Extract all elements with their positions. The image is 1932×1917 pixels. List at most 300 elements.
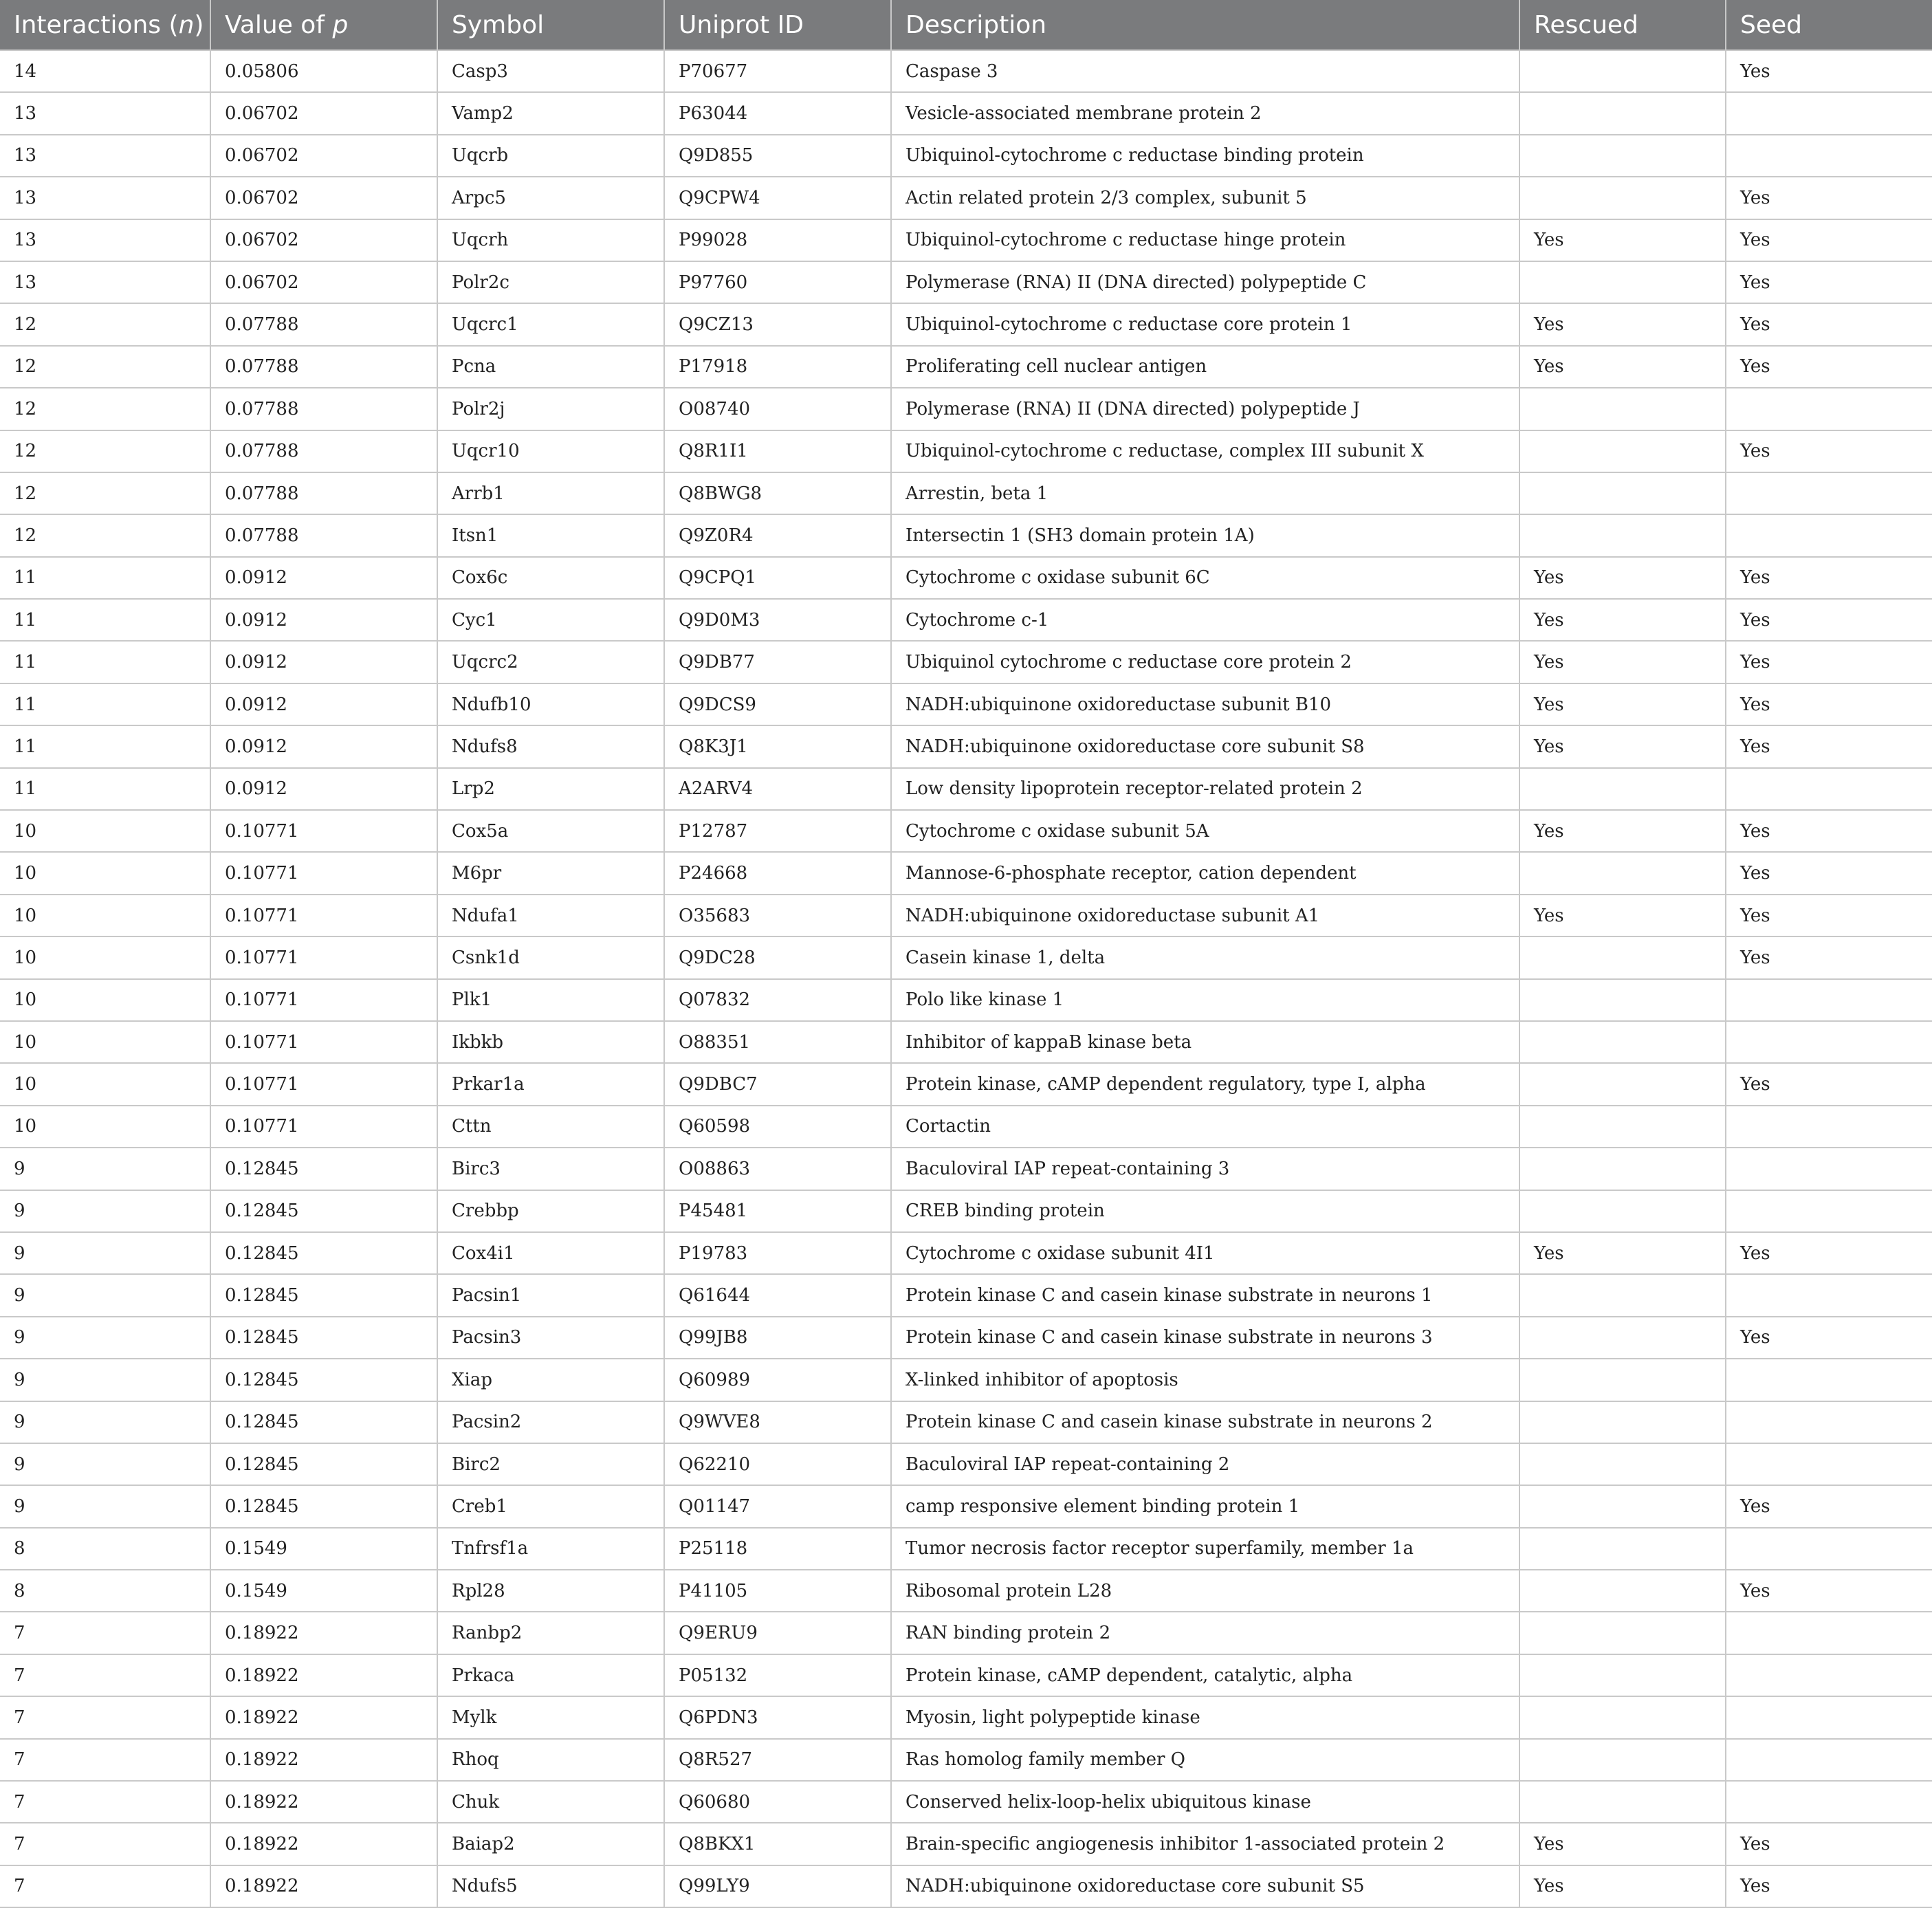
uniprot-id-cell: Q9D0M3: [664, 599, 891, 641]
seed-cell: Yes: [1726, 219, 1932, 261]
seed-cell: Yes: [1726, 1063, 1932, 1105]
seed-cell: [1726, 92, 1932, 134]
symbol-cell: Pcna: [437, 346, 664, 388]
p-value-cell: 0.10771: [210, 936, 437, 978]
uniprot-id-cell: P25118: [664, 1528, 891, 1570]
symbol-header: [437, 0, 664, 50]
uniprot-id-cell: P70677: [664, 50, 891, 92]
uniprot-id-cell: Q9CZ13: [664, 303, 891, 345]
uniprot-id-cell: P41105: [664, 1570, 891, 1612]
p-value-cell: 0.07788: [210, 514, 437, 556]
rescued-cell: [1519, 1063, 1726, 1105]
p-value-cell: 0.12845: [210, 1232, 437, 1274]
uniprot-id-cell: Q9DCS9: [664, 683, 891, 725]
p-value-cell: 0.12845: [210, 1359, 437, 1401]
uniprot-id-cell: Q99LY9: [664, 1865, 891, 1907]
rescued-cell: [1519, 1148, 1726, 1190]
rescued-cell: [1519, 1781, 1726, 1823]
seed-cell: Yes: [1726, 936, 1932, 978]
seed-cell: [1726, 1021, 1932, 1063]
rescued-cell: [1519, 1485, 1726, 1527]
seed-cell: [1726, 1106, 1932, 1148]
symbol-cell: Lrp2: [437, 768, 664, 810]
rescued-cell: [1519, 1443, 1726, 1485]
description-cell: Vesicle-associated membrane protein 2: [891, 92, 1519, 134]
description-cell: NADH:ubiquinone oxidoreductase core subunit S8: [891, 725, 1519, 767]
seed-cell: [1726, 135, 1932, 177]
description-cell: Brain-specific angiogenesis inhibitor 1-associated protein 2: [891, 1823, 1519, 1865]
p-value-cell: 0.12845: [210, 1148, 437, 1190]
interactions-cell: 9: [0, 1443, 210, 1485]
table-row: [0, 388, 1932, 430]
seed-cell: Yes: [1726, 1570, 1932, 1612]
rescued-cell: Yes: [1519, 725, 1726, 767]
seed-cell: Yes: [1726, 50, 1932, 92]
description-cell: Baculoviral IAP repeat-containing 3: [891, 1148, 1519, 1190]
p-value-cell: 0.18922: [210, 1654, 437, 1696]
table-row: [0, 177, 1932, 219]
symbol-cell: Uqcrc1: [437, 303, 664, 345]
interactions-cell: 11: [0, 725, 210, 767]
table-row: [0, 768, 1932, 810]
description-cell: Ubiquinol-cytochrome c reductase core protein 1: [891, 303, 1519, 345]
description-cell: Protein kinase C and casein kinase substrate in neurons 1: [891, 1274, 1519, 1316]
p-value-cell: 0.06702: [210, 177, 437, 219]
table-row: [0, 1823, 1932, 1865]
uniprot-id-cell: Q60989: [664, 1359, 891, 1401]
uniprot-id-cell: O88351: [664, 1021, 891, 1063]
rescued-cell: [1519, 1359, 1726, 1401]
p-value-cell: 0.12845: [210, 1190, 437, 1232]
table-row: [0, 430, 1932, 472]
rescued-cell: Yes: [1519, 1823, 1726, 1865]
seed-cell: [1726, 979, 1932, 1021]
symbol-cell: Ndufs5: [437, 1865, 664, 1907]
table-row: [0, 725, 1932, 767]
description-cell: Protein kinase C and casein kinase substrate in neurons 2: [891, 1401, 1519, 1443]
table-row: [0, 1190, 1932, 1232]
seed-cell: Yes: [1726, 1823, 1932, 1865]
interactions-cell: 9: [0, 1232, 210, 1274]
rescued-cell: [1519, 1190, 1726, 1232]
table-row: [0, 1359, 1932, 1401]
table-row: [0, 1401, 1932, 1443]
interactions-header: [0, 0, 210, 50]
seed-cell: [1726, 1359, 1932, 1401]
p-value-cell: 0.18922: [210, 1739, 437, 1781]
rescued-cell: [1519, 472, 1726, 514]
interactions-cell: 8: [0, 1528, 210, 1570]
description-cell: Cytochrome c-1: [891, 599, 1519, 641]
table-row: [0, 1274, 1932, 1316]
p-value-cell: 0.12845: [210, 1274, 437, 1316]
rescued-cell: Yes: [1519, 683, 1726, 725]
symbol-cell: Pacsin2: [437, 1401, 664, 1443]
description-cell: Actin related protein 2/3 complex, subunit 5: [891, 177, 1519, 219]
seed-cell: Yes: [1726, 1485, 1932, 1527]
table-row: [0, 1528, 1932, 1570]
header-italic-symbol: p: [332, 10, 349, 39]
p-value-cell: 0.12845: [210, 1401, 437, 1443]
uniprot-id-cell: Q01147: [664, 1485, 891, 1527]
description-cell: Ubiquinol-cytochrome c reductase binding protein: [891, 135, 1519, 177]
p-value-cell: 0.06702: [210, 92, 437, 134]
table-row: [0, 683, 1932, 725]
seed-cell: Yes: [1726, 557, 1932, 599]
uniprot-id-cell: Q9Z0R4: [664, 514, 891, 556]
interactions-cell: 11: [0, 641, 210, 683]
rescued-cell: Yes: [1519, 895, 1726, 936]
table-row: [0, 1654, 1932, 1696]
interactions-cell: 11: [0, 599, 210, 641]
seed-header: [1726, 0, 1932, 50]
p-value-cell: 0.10771: [210, 810, 437, 852]
description-cell: Mannose-6-phosphate receptor, cation dependent: [891, 852, 1519, 894]
p-value-cell: 0.10771: [210, 1063, 437, 1105]
description-cell: Baculoviral IAP repeat-containing 2: [891, 1443, 1519, 1485]
header-text: Uniprot ID: [679, 10, 804, 39]
description-cell: NADH:ubiquinone oxidoreductase core subunit S5: [891, 1865, 1519, 1907]
symbol-cell: Uqcr10: [437, 430, 664, 472]
description-cell: Cortactin: [891, 1106, 1519, 1148]
seed-cell: [1726, 1443, 1932, 1485]
interactions-cell: 12: [0, 346, 210, 388]
rescued-cell: Yes: [1519, 219, 1726, 261]
symbol-cell: Ndufs8: [437, 725, 664, 767]
p-value-cell: 0.0912: [210, 557, 437, 599]
p-value-cell: 0.0912: [210, 641, 437, 683]
symbol-cell: Birc3: [437, 1148, 664, 1190]
interactions-cell: 12: [0, 303, 210, 345]
table-row: [0, 219, 1932, 261]
symbol-cell: Uqcrb: [437, 135, 664, 177]
rescued-cell: Yes: [1519, 810, 1726, 852]
seed-cell: Yes: [1726, 641, 1932, 683]
interactions-cell: 11: [0, 768, 210, 810]
rescued-cell: Yes: [1519, 599, 1726, 641]
uniprot-id-cell: Q8R1I1: [664, 430, 891, 472]
seed-cell: Yes: [1726, 430, 1932, 472]
p-value-cell: 0.05806: [210, 50, 437, 92]
seed-cell: Yes: [1726, 346, 1932, 388]
description-cell: Inhibitor of kappaB kinase beta: [891, 1021, 1519, 1063]
interactions-cell: 10: [0, 1106, 210, 1148]
rescued-cell: [1519, 852, 1726, 894]
seed-cell: [1726, 1739, 1932, 1781]
symbol-cell: Crebbp: [437, 1190, 664, 1232]
interactions-cell: 7: [0, 1781, 210, 1823]
table-row: [0, 810, 1932, 852]
symbol-cell: Prkaca: [437, 1654, 664, 1696]
symbol-cell: Birc2: [437, 1443, 664, 1485]
rescued-cell: [1519, 936, 1726, 978]
symbol-cell: Cox4i1: [437, 1232, 664, 1274]
symbol-cell: Rhoq: [437, 1739, 664, 1781]
seed-cell: Yes: [1726, 895, 1932, 936]
symbol-cell: Itsn1: [437, 514, 664, 556]
interactions-cell: 12: [0, 514, 210, 556]
table-row: [0, 1612, 1932, 1654]
table-row: [0, 261, 1932, 303]
symbol-cell: Cyc1: [437, 599, 664, 641]
rescued-cell: Yes: [1519, 1232, 1726, 1274]
table-row: [0, 303, 1932, 345]
p-value-cell: 0.07788: [210, 430, 437, 472]
rescued-cell: [1519, 1739, 1726, 1781]
description-cell: Ubiquinol-cytochrome c reductase hinge protein: [891, 219, 1519, 261]
rescued-cell: [1519, 1106, 1726, 1148]
rescued-cell: [1519, 430, 1726, 472]
table-row: [0, 1485, 1932, 1527]
rescued-cell: Yes: [1519, 557, 1726, 599]
seed-cell: Yes: [1726, 683, 1932, 725]
p-value-cell: 0.07788: [210, 388, 437, 430]
symbol-cell: Tnfrsf1a: [437, 1528, 664, 1570]
symbol-cell: Uqcrh: [437, 219, 664, 261]
uniprot-id-header: [664, 0, 891, 50]
header-text-suffix: ): [194, 10, 204, 39]
interactions-cell: 9: [0, 1190, 210, 1232]
uniprot-id-cell: P12787: [664, 810, 891, 852]
symbol-cell: Plk1: [437, 979, 664, 1021]
seed-cell: [1726, 1612, 1932, 1654]
table-row: [0, 50, 1932, 92]
description-cell: Ribosomal protein L28: [891, 1570, 1519, 1612]
uniprot-id-cell: P19783: [664, 1232, 891, 1274]
seed-cell: Yes: [1726, 303, 1932, 345]
uniprot-id-cell: P17918: [664, 346, 891, 388]
rescued-cell: [1519, 1401, 1726, 1443]
rescued-cell: [1519, 979, 1726, 1021]
p-value-header: [210, 0, 437, 50]
uniprot-id-cell: Q9WVE8: [664, 1401, 891, 1443]
interactions-cell: 7: [0, 1654, 210, 1696]
description-cell: Ubiquinol-cytochrome c reductase, complex III subunit X: [891, 430, 1519, 472]
interactions-cell: 10: [0, 936, 210, 978]
seed-cell: [1726, 1190, 1932, 1232]
p-value-cell: 0.18922: [210, 1781, 437, 1823]
uniprot-id-cell: Q8K3J1: [664, 725, 891, 767]
rescued-cell: [1519, 1570, 1726, 1612]
table-row: [0, 1570, 1932, 1612]
rescued-cell: [1519, 261, 1726, 303]
p-value-cell: 0.06702: [210, 135, 437, 177]
table-row: [0, 472, 1932, 514]
description-cell: Ubiquinol cytochrome c reductase core protein 2: [891, 641, 1519, 683]
uniprot-id-cell: Q60598: [664, 1106, 891, 1148]
description-cell: X-linked inhibitor of apoptosis: [891, 1359, 1519, 1401]
symbol-cell: Casp3: [437, 50, 664, 92]
uniprot-id-cell: Q62210: [664, 1443, 891, 1485]
description-cell: Polymerase (RNA) II (DNA directed) polypeptide J: [891, 388, 1519, 430]
interactions-cell: 10: [0, 852, 210, 894]
uniprot-id-cell: Q9ERU9: [664, 1612, 891, 1654]
seed-cell: [1726, 768, 1932, 810]
rescued-cell: [1519, 514, 1726, 556]
uniprot-id-cell: Q9DB77: [664, 641, 891, 683]
table-row: [0, 936, 1932, 978]
symbol-cell: Uqcrc2: [437, 641, 664, 683]
interactions-cell: 8: [0, 1570, 210, 1612]
interactions-cell: 9: [0, 1274, 210, 1316]
symbol-cell: Pacsin3: [437, 1317, 664, 1359]
symbol-cell: Prkar1a: [437, 1063, 664, 1105]
uniprot-id-cell: Q60680: [664, 1781, 891, 1823]
interactions-cell: 9: [0, 1485, 210, 1527]
uniprot-id-cell: P97760: [664, 261, 891, 303]
uniprot-id-cell: Q61644: [664, 1274, 891, 1316]
symbol-cell: Polr2j: [437, 388, 664, 430]
p-value-cell: 0.10771: [210, 979, 437, 1021]
rescued-cell: [1519, 768, 1726, 810]
table-row: [0, 92, 1932, 134]
seed-cell: [1726, 514, 1932, 556]
rescued-cell: [1519, 1612, 1726, 1654]
uniprot-id-cell: Q9DBC7: [664, 1063, 891, 1105]
rescued-cell: [1519, 1317, 1726, 1359]
interactions-cell: 13: [0, 177, 210, 219]
interactions-cell: 7: [0, 1865, 210, 1907]
symbol-cell: Rpl28: [437, 1570, 664, 1612]
interactions-cell: 10: [0, 810, 210, 852]
rescued-cell: [1519, 388, 1726, 430]
seed-cell: Yes: [1726, 810, 1932, 852]
seed-cell: [1726, 1401, 1932, 1443]
rescued-cell: Yes: [1519, 303, 1726, 345]
header-italic-symbol: n: [178, 10, 195, 39]
description-cell: Protein kinase C and casein kinase substrate in neurons 3: [891, 1317, 1519, 1359]
rescued-cell: [1519, 1654, 1726, 1696]
header-text: Seed: [1740, 10, 1802, 39]
rescued-header: [1519, 0, 1726, 50]
table-row: [0, 599, 1932, 641]
seed-cell: [1726, 472, 1932, 514]
description-cell: CREB binding protein: [891, 1190, 1519, 1232]
p-value-cell: 0.06702: [210, 261, 437, 303]
table-body: [0, 50, 1932, 1907]
interactions-cell: 10: [0, 1063, 210, 1105]
interactions-cell: 9: [0, 1317, 210, 1359]
uniprot-id-cell: O08863: [664, 1148, 891, 1190]
uniprot-id-cell: Q07832: [664, 979, 891, 1021]
seed-cell: [1726, 1528, 1932, 1570]
p-value-cell: 0.12845: [210, 1443, 437, 1485]
p-value-cell: 0.07788: [210, 346, 437, 388]
interactions-cell: 9: [0, 1148, 210, 1190]
description-cell: Low density lipoprotein receptor-related protein 2: [891, 768, 1519, 810]
description-cell: Caspase 3: [891, 50, 1519, 92]
seed-cell: [1726, 1696, 1932, 1738]
uniprot-id-cell: P45481: [664, 1190, 891, 1232]
interactions-cell: 13: [0, 135, 210, 177]
symbol-cell: Cox5a: [437, 810, 664, 852]
p-value-cell: 0.06702: [210, 219, 437, 261]
p-value-cell: 0.0912: [210, 683, 437, 725]
p-value-cell: 0.10771: [210, 852, 437, 894]
interactions-cell: 7: [0, 1739, 210, 1781]
table-row: [0, 1696, 1932, 1738]
interactions-cell: 7: [0, 1823, 210, 1865]
interactions-cell: 7: [0, 1696, 210, 1738]
symbol-cell: Polr2c: [437, 261, 664, 303]
interactions-cell: 13: [0, 261, 210, 303]
table-row: [0, 1443, 1932, 1485]
uniprot-id-cell: Q9DC28: [664, 936, 891, 978]
uniprot-id-cell: Q8BWG8: [664, 472, 891, 514]
p-value-cell: 0.18922: [210, 1865, 437, 1907]
p-value-cell: 0.1549: [210, 1570, 437, 1612]
p-value-cell: 0.18922: [210, 1823, 437, 1865]
table-row: [0, 1739, 1932, 1781]
symbol-cell: M6pr: [437, 852, 664, 894]
header-text: Description: [905, 10, 1047, 39]
description-cell: NADH:ubiquinone oxidoreductase subunit A1: [891, 895, 1519, 936]
table-row: [0, 1317, 1932, 1359]
symbol-cell: Creb1: [437, 1485, 664, 1527]
uniprot-id-cell: O35683: [664, 895, 891, 936]
seed-cell: [1726, 1781, 1932, 1823]
p-value-cell: 0.07788: [210, 303, 437, 345]
symbol-cell: Ndufa1: [437, 895, 664, 936]
description-cell: Cytochrome c oxidase subunit 5A: [891, 810, 1519, 852]
uniprot-id-cell: Q9CPQ1: [664, 557, 891, 599]
symbol-cell: Xiap: [437, 1359, 664, 1401]
uniprot-id-cell: P05132: [664, 1654, 891, 1696]
description-cell: Polymerase (RNA) II (DNA directed) polypeptide C: [891, 261, 1519, 303]
description-header: [891, 0, 1519, 50]
description-cell: Arrestin, beta 1: [891, 472, 1519, 514]
p-value-cell: 0.18922: [210, 1696, 437, 1738]
symbol-cell: Arrb1: [437, 472, 664, 514]
table-row: [0, 1865, 1932, 1907]
table-row: [0, 979, 1932, 1021]
symbol-cell: Arpc5: [437, 177, 664, 219]
seed-cell: Yes: [1726, 261, 1932, 303]
table-row: [0, 557, 1932, 599]
p-value-cell: 0.07788: [210, 472, 437, 514]
description-cell: Proliferating cell nuclear antigen: [891, 346, 1519, 388]
rescued-cell: [1519, 92, 1726, 134]
table-row: [0, 1781, 1932, 1823]
table-row: [0, 1106, 1932, 1148]
table-header-row: [0, 0, 1932, 50]
description-cell: Myosin, light polypeptide kinase: [891, 1696, 1519, 1738]
rescued-cell: [1519, 1696, 1726, 1738]
uniprot-id-cell: P63044: [664, 92, 891, 134]
table-row: [0, 895, 1932, 936]
symbol-cell: Ndufb10: [437, 683, 664, 725]
seed-cell: [1726, 1274, 1932, 1316]
interactions-cell: 9: [0, 1359, 210, 1401]
interactions-cell: 11: [0, 557, 210, 599]
interactions-cell: 13: [0, 92, 210, 134]
seed-cell: Yes: [1726, 852, 1932, 894]
p-value-cell: 0.12845: [210, 1317, 437, 1359]
interactions-cell: 11: [0, 683, 210, 725]
rescued-cell: [1519, 1528, 1726, 1570]
interactions-cell: 13: [0, 219, 210, 261]
interactions-cell: 12: [0, 388, 210, 430]
interactions-cell: 10: [0, 1021, 210, 1063]
interactions-cell: 10: [0, 979, 210, 1021]
p-value-cell: 0.10771: [210, 1106, 437, 1148]
header-text: Value of: [225, 10, 333, 39]
symbol-cell: Baiap2: [437, 1823, 664, 1865]
description-cell: Ras homolog family member Q: [891, 1739, 1519, 1781]
table-row: [0, 346, 1932, 388]
uniprot-id-cell: P24668: [664, 852, 891, 894]
description-cell: Conserved helix-loop-helix ubiquitous kinase: [891, 1781, 1519, 1823]
